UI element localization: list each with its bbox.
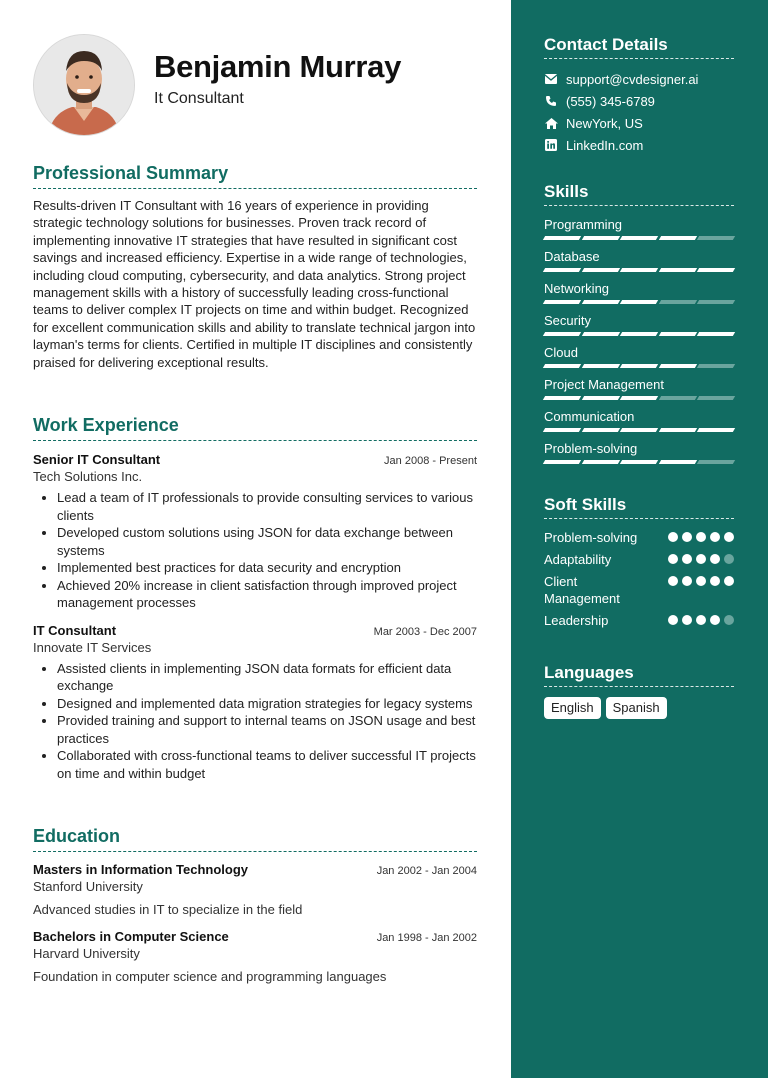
languages-heading: Languages xyxy=(544,662,734,687)
skill-level-segment xyxy=(697,268,735,272)
contact-location xyxy=(544,112,734,134)
rating-dot xyxy=(668,576,678,586)
skill-level-bar xyxy=(544,364,734,368)
skill-level-segment xyxy=(659,332,697,336)
soft-skill-item xyxy=(544,529,734,546)
skill-level-segment xyxy=(543,332,581,336)
job-entry xyxy=(33,452,477,612)
skill-item xyxy=(544,344,734,376)
skill-level-segment xyxy=(659,396,697,400)
job-role: Senior IT Consultant xyxy=(33,452,161,467)
education-heading: Education xyxy=(33,825,477,852)
rating-dot xyxy=(682,532,692,542)
job-bullet: • Assisted clients in implementing JSON data formats for efficient data exchange xyxy=(57,660,477,695)
rating-dot xyxy=(724,615,734,625)
skill-level-segment xyxy=(581,236,619,240)
contact-email[interactable] xyxy=(544,68,734,90)
soft-skills-list xyxy=(544,529,734,629)
skill-level-segment xyxy=(581,428,619,432)
candidate-name: Benjamin Murray xyxy=(154,49,402,84)
skill-level-segment xyxy=(581,332,619,336)
job-date: Mar 2003 - Dec 2007 xyxy=(373,625,477,638)
soft-skill-label: Adaptability xyxy=(544,552,612,567)
job-date: Jan 2008 - Present xyxy=(384,455,477,467)
contact-linkedin[interactable] xyxy=(544,134,734,156)
rating-dot xyxy=(682,554,692,564)
experience-section xyxy=(33,414,477,782)
rating-dot xyxy=(696,576,706,586)
soft-skill-label: Client Management xyxy=(544,574,620,606)
skill-level-bar xyxy=(544,300,734,304)
rating-dot xyxy=(682,576,692,586)
skill-level-segment xyxy=(620,268,658,272)
skill-level-segment xyxy=(697,364,735,368)
skill-level-segment xyxy=(659,460,697,464)
job-bullets xyxy=(33,660,477,783)
linkedin-icon xyxy=(544,138,558,152)
rating-dot xyxy=(668,615,678,625)
languages-section xyxy=(544,662,734,719)
email-text: support@cvdesigner.ai xyxy=(566,71,699,87)
rating-dot xyxy=(668,532,678,542)
skill-level-segment xyxy=(620,428,658,432)
skill-level-segment xyxy=(581,396,619,400)
rating-dot xyxy=(710,615,720,625)
skill-level-segment xyxy=(543,268,581,272)
contact-phone[interactable] xyxy=(544,90,734,112)
skill-level-segment xyxy=(581,268,619,272)
soft-skill-item xyxy=(544,551,734,568)
education-date: Jan 2002 - Jan 2004 xyxy=(376,865,477,877)
rating-dot xyxy=(710,576,720,586)
skill-level-segment xyxy=(697,428,735,432)
location-text: NewYork, US xyxy=(566,115,643,131)
job-role: IT Consultant xyxy=(33,622,117,638)
skill-level-segment xyxy=(697,396,735,400)
rating-dot xyxy=(724,554,734,564)
education-section xyxy=(33,825,477,984)
rating-dot xyxy=(724,576,734,586)
rating-dot xyxy=(724,532,734,542)
skill-level-segment xyxy=(697,332,735,336)
phone-text: (555) 345-6789 xyxy=(566,93,655,109)
rating-dot xyxy=(668,554,678,564)
skills-list xyxy=(544,216,734,472)
soft-skill-rating xyxy=(668,615,734,625)
skill-level-segment xyxy=(581,300,619,304)
degree: Bachelors in Computer Science xyxy=(33,929,229,944)
job-bullets xyxy=(33,489,477,612)
summary-text: Results-driven IT Consultant with 16 years of experience in providing strategic technology solutions for businesses. Proven track record of implementing innovative IT strategies that have resulted in significant cost savings and increased efficiency. Expertise in a wide range of technologies, including cloud computing, cybersecurity, and data analytics. Strong project management skills with a history of successfully leading cross-functional teams to deliver complex IT projects on time and within budget. Recognized for excellent communication skills and ability to translate technical jargon into layman's terms for clients. Certified in multiple IT disciplines and consistently praised for delivering exceptional results. xyxy=(33,198,476,370)
degree: Masters in Information Technology xyxy=(33,862,249,877)
skill-level-segment xyxy=(543,460,581,464)
skill-item xyxy=(544,216,734,248)
skill-level-segment xyxy=(697,300,735,304)
skill-item xyxy=(544,312,734,344)
education-date: Jan 1998 - Jan 2002 xyxy=(376,932,477,944)
rating-dot xyxy=(710,532,720,542)
soft-skills-section xyxy=(544,494,734,634)
skill-item xyxy=(544,376,734,408)
skill-level-segment xyxy=(620,364,658,368)
skill-level-segment xyxy=(581,364,619,368)
job-company: Innovate IT Services xyxy=(33,639,152,655)
skill-level-segment xyxy=(543,396,581,400)
skill-level-bar xyxy=(544,236,734,240)
soft-skill-rating xyxy=(668,576,734,586)
job-bullet: • Provided training and support to internal teams on JSON usage and best practices xyxy=(57,712,477,747)
soft-skills-heading: Soft Skills xyxy=(544,494,734,519)
skill-level-bar xyxy=(544,428,734,432)
skill-level-segment xyxy=(659,300,697,304)
languages-list xyxy=(544,697,734,719)
contact-heading: Contact Details xyxy=(544,34,734,59)
profile-photo xyxy=(33,34,135,136)
skill-level-segment xyxy=(659,428,697,432)
skill-level-segment xyxy=(543,428,581,432)
rating-dot xyxy=(682,615,692,625)
skills-heading: Skills xyxy=(544,181,734,206)
skill-level-segment xyxy=(659,364,697,368)
soft-skill-label: Problem-solving xyxy=(544,530,638,545)
skill-level-segment xyxy=(697,236,735,240)
job-bullet: • Designed and implemented data migration strategies for legacy systems xyxy=(57,695,477,713)
skill-label: Programming xyxy=(544,217,623,232)
education-entry xyxy=(33,862,477,917)
job-entry xyxy=(33,623,477,783)
skill-level-segment xyxy=(620,396,658,400)
education-description: Advanced studies in IT to specialize in the field xyxy=(33,902,303,917)
rating-dot xyxy=(696,615,706,625)
education-entry xyxy=(33,929,477,984)
rating-dot xyxy=(696,554,706,564)
skill-level-segment xyxy=(620,236,658,240)
rating-dot xyxy=(710,554,720,564)
job-bullet: • Lead a team of IT professionals to provide consulting services to various clients xyxy=(57,489,477,524)
skill-level-bar xyxy=(544,396,734,400)
skill-level-segment xyxy=(543,300,581,304)
rating-dot xyxy=(696,532,706,542)
skill-level-segment xyxy=(659,268,697,272)
summary-heading: Professional Summary xyxy=(33,162,477,189)
experience-heading: Work Experience xyxy=(33,414,477,441)
soft-skill-rating xyxy=(668,554,734,564)
skill-label: Database xyxy=(544,249,600,264)
skill-level-segment xyxy=(697,460,735,464)
skill-label: Cloud xyxy=(544,345,578,360)
job-company: Tech Solutions Inc. xyxy=(33,469,143,484)
education-description: Foundation in computer science and programming languages xyxy=(33,969,387,984)
skill-label: Project Management xyxy=(544,377,664,392)
skill-item xyxy=(544,280,734,312)
soft-skill-item xyxy=(544,612,734,629)
skill-label: Security xyxy=(544,313,591,328)
contact-section xyxy=(544,34,734,156)
skill-level-bar xyxy=(544,460,734,464)
summary-section xyxy=(33,162,477,371)
skill-level-segment xyxy=(543,236,581,240)
skill-level-segment xyxy=(620,300,658,304)
soft-skill-label: Leadership xyxy=(544,613,609,628)
soft-skill-rating xyxy=(668,532,734,542)
skill-item xyxy=(544,248,734,280)
skill-level-segment xyxy=(659,236,697,240)
skill-label: Networking xyxy=(544,281,610,296)
skill-level-segment xyxy=(620,332,658,336)
phone-icon xyxy=(544,94,558,108)
language-tag: English xyxy=(544,697,601,719)
job-bullet: • Implemented best practices for data security and encryption xyxy=(57,559,477,577)
candidate-title: It Consultant xyxy=(154,90,244,107)
skills-section xyxy=(544,181,734,472)
skill-item xyxy=(544,408,734,440)
job-bullet: • Developed custom solutions using JSON for data exchange between systems xyxy=(57,524,477,559)
school: Harvard University xyxy=(33,946,140,961)
skill-label: Communication xyxy=(544,409,635,424)
skill-level-segment xyxy=(581,460,619,464)
job-bullet: • Achieved 20% increase in client satisfaction through improved project management processes xyxy=(57,577,477,612)
sidebar xyxy=(511,0,768,1078)
linkedin-text: LinkedIn.com xyxy=(566,137,644,153)
skill-level-bar xyxy=(544,268,734,272)
job-bullet: • Collaborated with cross-functional teams to deliver successful IT projects on time and within budget xyxy=(57,747,477,782)
skill-label: Problem-solving xyxy=(544,441,638,456)
home-icon xyxy=(544,116,558,130)
language-tag: Spanish xyxy=(606,697,667,719)
soft-skill-item xyxy=(544,573,734,607)
skill-level-segment xyxy=(543,364,581,368)
school: Stanford University xyxy=(33,879,143,894)
envelope-icon xyxy=(544,72,558,86)
skill-level-segment xyxy=(620,460,658,464)
skill-item xyxy=(544,440,734,472)
skill-level-bar xyxy=(544,332,734,336)
